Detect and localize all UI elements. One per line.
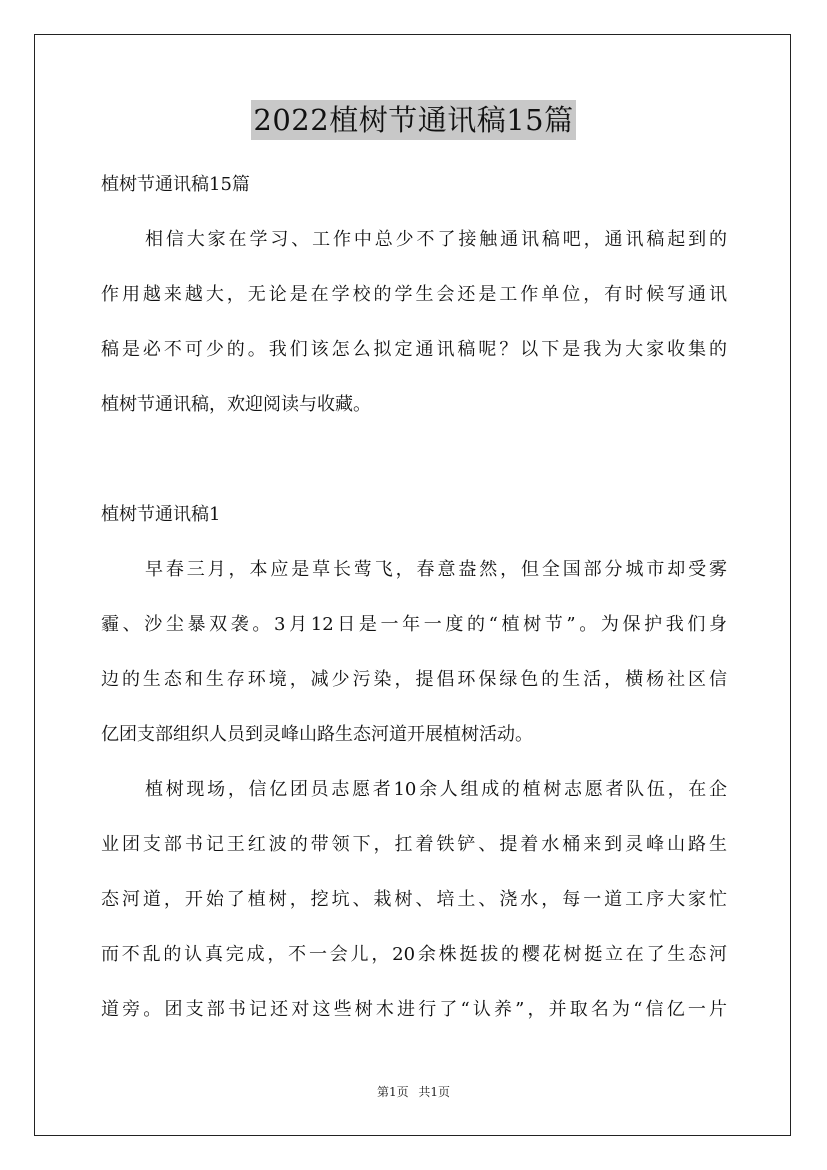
paragraph-line: 植树节通讯稿，欢迎阅读与收藏。 (101, 394, 371, 415)
paragraph-line: 早春三月，本应是草长莺飞，春意盎然，但全国部分城市却受雾 (145, 559, 727, 580)
document-title: 2022植树节通讯稿15篇 (251, 100, 575, 140)
page-number: 第1页 (376, 1085, 409, 1099)
paragraph-line: 道旁。团支部书记还对这些树木进行了“认养”，并取名为“信亿一片 (101, 999, 727, 1020)
paragraph-line: 作用越来越大，无论是在学校的学生会还是工作单位，有时候写通讯 (101, 284, 727, 305)
paragraph-line: 态河道，开始了植树，挖坑、栽树、培土、浇水，每一道工序大家忙 (101, 889, 727, 910)
paragraph-line: 霾、沙尘暴双袭。3月12日是一年一度的“植树节”。为保护我们身 (101, 614, 727, 635)
paragraph-1 (101, 556, 727, 776)
intro-paragraph (101, 226, 727, 446)
paragraph-2 (101, 776, 727, 1051)
paragraph-line: 相信大家在学习、工作中总少不了接触通讯稿吧，通讯稿起到的 (145, 229, 727, 250)
paragraph-line: 亿团支部组织人员到灵峰山路生态河道开展植树活动。 (101, 724, 533, 745)
paragraph-line: 稿是必不可少的。我们该怎么拟定通讯稿呢？以下是我为大家收集的 (101, 339, 727, 360)
paragraph-gap (101, 446, 727, 501)
section-heading: 植树节通讯稿1 (101, 504, 221, 525)
paragraph-line: 业团支部书记王红波的带领下，扛着铁铲、提着水桶来到灵峰山路生 (101, 834, 727, 855)
title-container (0, 100, 827, 140)
page-footer (0, 1084, 827, 1100)
page-total: 共1页 (418, 1085, 451, 1099)
paragraph-line: 边的生态和生存环境，减少污染，提倡环保绿色的生活，横杨社区信 (101, 669, 727, 690)
document-body (101, 171, 727, 1051)
document-subtitle: 植树节通讯稿15篇 (101, 174, 250, 195)
paragraph-line: 而不乱的认真完成，不一会儿，20余株挺拔的樱花树挺立在了生态河 (101, 944, 727, 965)
paragraph-line: 植树现场，信亿团员志愿者10余人组成的植树志愿者队伍，在企 (145, 779, 727, 800)
